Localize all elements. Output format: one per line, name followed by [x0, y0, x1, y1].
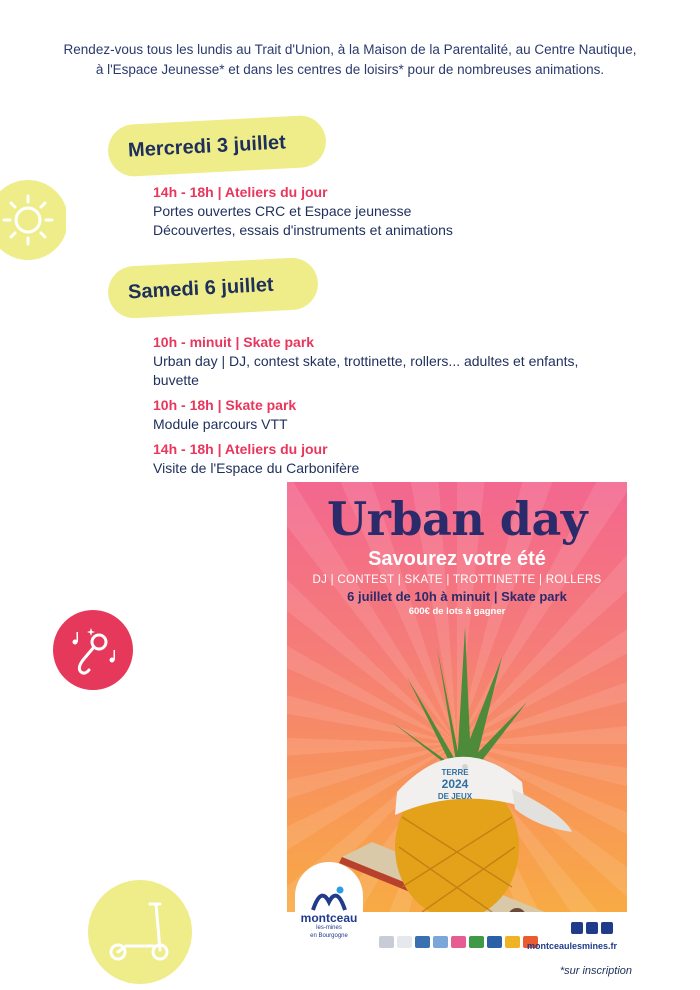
footnote: *sur inscription: [559, 965, 632, 977]
event-time: 14h - 18h | Ateliers du jour: [153, 184, 328, 200]
cap-text-top: TERRE: [441, 768, 469, 777]
urban-day-poster: [287, 482, 627, 958]
event-desc: Portes ouvertes CRC et Espace jeunesse: [153, 203, 412, 219]
event-desc: buvette: [153, 372, 199, 388]
day-label: Mercredi 3 juillet: [127, 130, 287, 162]
sponsor-logo: [505, 936, 520, 948]
microphone-icon: [53, 610, 133, 690]
events-saturday: [153, 333, 653, 484]
event-item: [153, 333, 653, 390]
poster-subtitle: Savourez votre été: [368, 548, 546, 570]
sun-icon: [0, 180, 66, 260]
poster-website: montceaulesmines.fr: [526, 941, 617, 951]
event-time: 10h - minuit | Skate park: [153, 334, 315, 350]
sponsor-logo: [487, 936, 502, 948]
facebook-icon: [571, 922, 583, 934]
instagram-icon: [586, 922, 598, 934]
social-icons: [571, 922, 613, 934]
pineapple-leaves: [392, 627, 527, 769]
sponsor-logo: [415, 936, 430, 948]
sponsor-logos: [379, 936, 538, 948]
day-label: Samedi 6 juillet: [127, 273, 275, 303]
event-item: [153, 183, 653, 240]
poster-date: 6 juillet de 10h à minuit | Skate park: [347, 589, 567, 604]
scooter-icon: [88, 880, 192, 984]
poster-title: Urban day: [327, 492, 587, 546]
city-logo-icon: [309, 882, 349, 912]
sponsor-logo: [379, 936, 394, 948]
city-logo-sub: les-mines: [316, 925, 342, 931]
event-desc: Module parcours VTT: [153, 416, 288, 432]
sponsor-logo: [433, 936, 448, 948]
city-logo: [295, 862, 363, 940]
poster-prize: 600€ de lots à gagner: [408, 606, 506, 617]
day-pill-wednesday: [107, 114, 327, 177]
cap-year: 2024: [441, 777, 469, 791]
cap-text-bottom: DE JEUX: [437, 792, 473, 801]
event-desc: Urban day | DJ, contest skate, trottinette, rollers... adultes et enfants,: [153, 353, 579, 369]
intro-text: [30, 40, 670, 80]
youtube-icon: [601, 922, 613, 934]
event-item: [153, 440, 653, 478]
events-wednesday: [153, 183, 653, 246]
event-time: 10h - 18h | Skate park: [153, 397, 297, 413]
poster-tags: DJ | CONTEST | SKATE | TROTTINETTE | ROLLERS: [312, 574, 602, 586]
city-logo-name: montceau: [300, 911, 358, 925]
day-pill-saturday: [107, 257, 319, 320]
event-desc: Visite de l'Espace du Carbonifère: [153, 460, 360, 476]
intro-line-1: Rendez-vous tous les lundis au Trait d'Union, à la Maison de la Parentalité, au Centre Nautique,: [63, 42, 637, 57]
sponsor-logo: [451, 936, 466, 948]
intro-line-2: à l'Espace Jeunesse* et dans les centres de loisirs* pour de nombreuses animations.: [95, 62, 605, 77]
sponsor-logo: [469, 936, 484, 948]
event-desc: Découvertes, essais d'instruments et animations: [153, 222, 453, 238]
sponsor-logo: [397, 936, 412, 948]
event-time: 14h - 18h | Ateliers du jour: [153, 441, 328, 457]
event-item: [153, 396, 653, 434]
city-logo-region: en Bourgogne: [310, 933, 348, 939]
